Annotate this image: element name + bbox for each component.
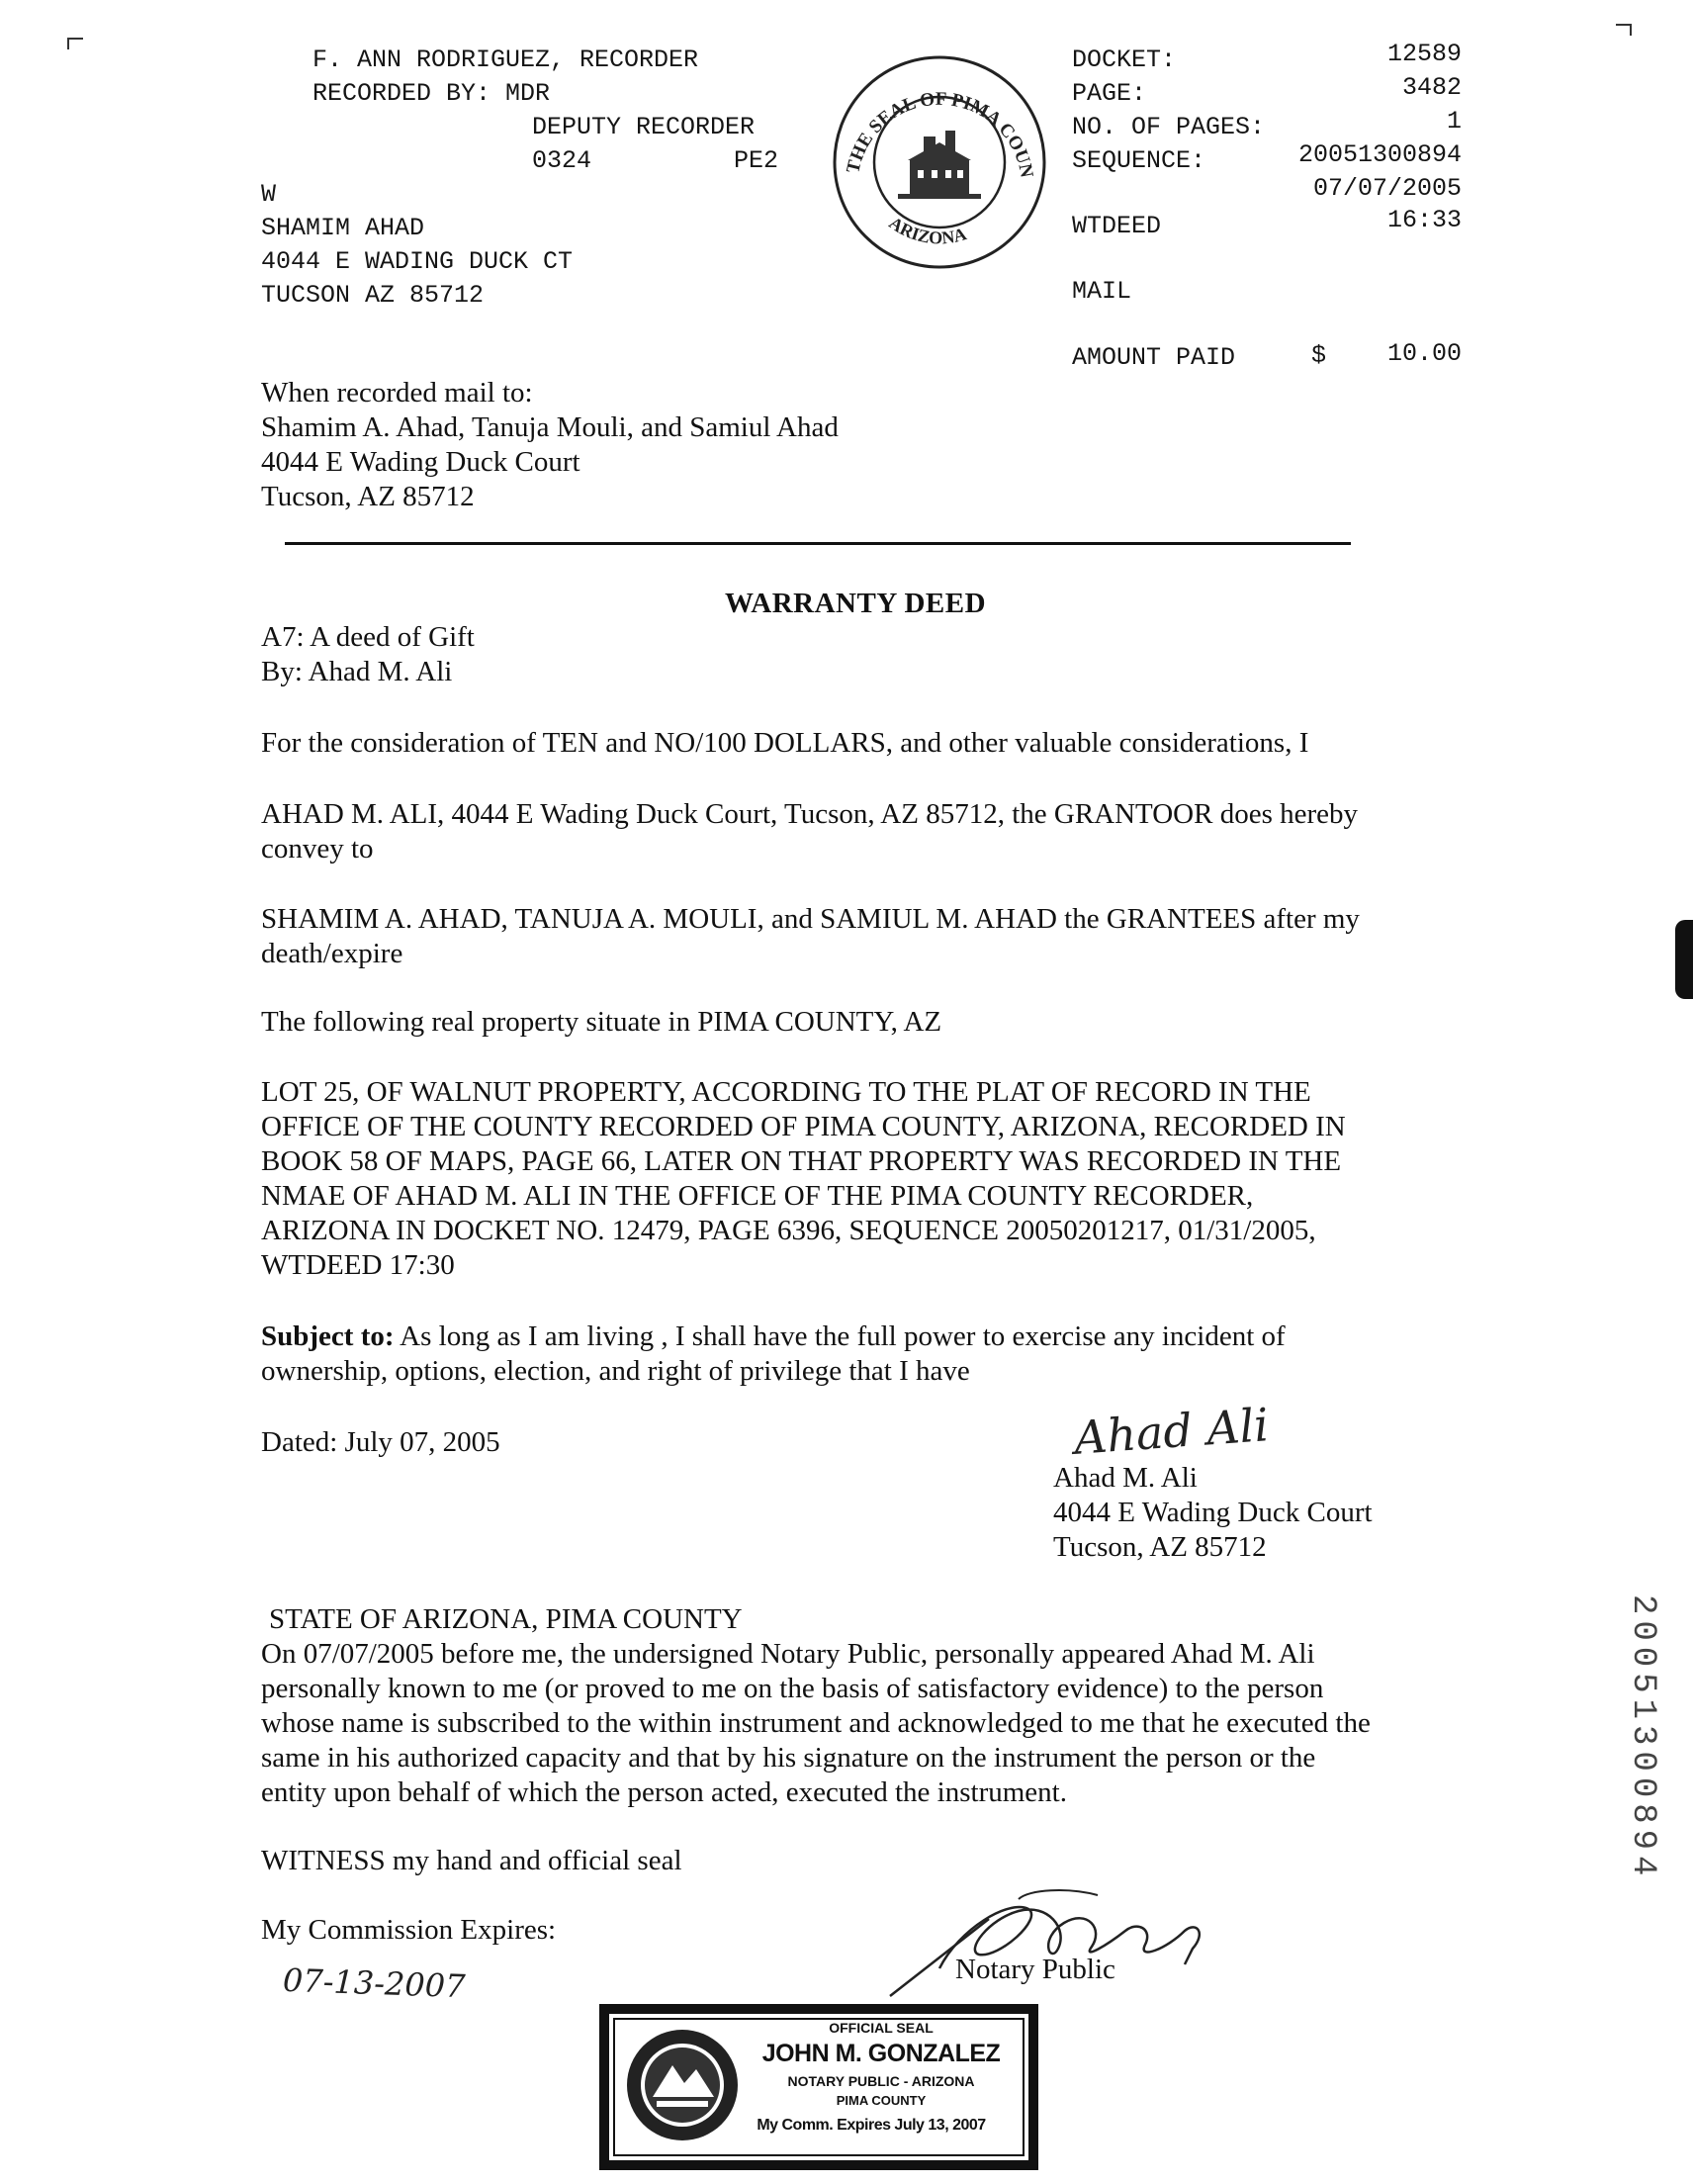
- notary-line: entity upon behalf of which the person acted, executed the instrument.: [261, 1776, 1067, 1808]
- grantor-street: 4044 E Wading Duck Court: [1053, 1497, 1373, 1528]
- mail-label: MAIL: [1072, 277, 1132, 306]
- deed-type-code: WTDEED: [1072, 212, 1162, 240]
- deed-title: WARRANTY DEED: [724, 588, 987, 619]
- commission-label: My Commission Expires:: [261, 1914, 557, 1946]
- legal-description: [261, 1075, 1346, 1283]
- grantor-city: Tucson, AZ 85712: [1053, 1531, 1267, 1563]
- svg-text:ARIZONA: [886, 213, 969, 248]
- notary-acknowledgment: [261, 1637, 1371, 1810]
- legal-line: WTDEED 17:30: [261, 1249, 455, 1281]
- deed-type-block: [261, 620, 475, 689]
- seal-county: PIMA COUNTY: [836, 2093, 927, 2108]
- page-value: 3482: [1401, 73, 1462, 102]
- docket-label: DOCKET:: [1072, 46, 1177, 74]
- deed-type-line: A7: A deed of Gift: [261, 621, 475, 653]
- grantor-signature: Ahad Ali: [1072, 1398, 1271, 1465]
- pages-value: 1: [1446, 107, 1462, 136]
- property-intro: The following real property situate in PIMA COUNTY, AZ: [261, 1006, 942, 1038]
- mail-to-names: Shamim A. Ahad, Tanuja Mouli, and Samiul Ahad: [261, 411, 839, 443]
- legal-line: NMAE OF AHAD M. ALI IN THE OFFICE OF THE PIMA COUNTY RECORDER,: [261, 1180, 1254, 1212]
- commission-date-handwritten: 07-13-2007: [282, 1960, 467, 2006]
- witness-line: WITNESS my hand and official seal: [261, 1845, 682, 1876]
- seal-text-top: THE SEAL OF PIMA COUN: [843, 88, 1037, 180]
- corner-mark-left: [67, 38, 83, 49]
- pages-label: NO. OF PAGES:: [1072, 113, 1266, 141]
- grantor-signature-block: [1053, 1461, 1373, 1565]
- legal-line: OFFICE OF THE COUNTY RECORDED OF PIMA COUNTY, ARIZONA, RECORDED IN: [261, 1111, 1346, 1142]
- subject-to-label: Subject to:: [261, 1320, 395, 1352]
- amount-value: 10.00: [1386, 339, 1462, 368]
- seal-text-bottom: ARIZONA: [885, 212, 969, 248]
- header-divider: [285, 542, 1351, 545]
- subject-to-paragraph: [261, 1320, 1286, 1389]
- addressee-city: TUCSON AZ 85712: [261, 281, 485, 310]
- grantor-line-2: convey to: [261, 833, 374, 864]
- recorded-time: 16:33: [1386, 206, 1462, 234]
- notary-line: personally known to me (or proved to me on the basis of satisfactory evidence) to the person: [261, 1673, 1324, 1704]
- legal-line: BOOK 58 OF MAPS, PAGE 66, LATER ON THAT PROPERTY WAS RECORDED IN THE: [261, 1145, 1342, 1177]
- corner-mark-right: [1616, 24, 1632, 36]
- consideration-paragraph: For the consideration of TEN and NO/100 DOLLARS, and other valuable considerations, I: [261, 727, 1309, 759]
- binding-mark: [1675, 920, 1693, 999]
- addressee-street: 4044 E WADING DUCK CT: [261, 247, 574, 276]
- deed-by-line: By: Ahad M. Ali: [261, 656, 453, 687]
- notary-line: whose name is subscribed to the within instrument and acknowledged to me that he executed the: [261, 1707, 1371, 1739]
- notary-signature: [870, 1869, 1246, 2008]
- grantor-paragraph: [261, 797, 1358, 866]
- county-seal: [829, 51, 1050, 273]
- subject-to-line-2: ownership, options, election, and right of privilege that I have: [261, 1355, 970, 1387]
- recorder-code-left: 0324: [532, 146, 592, 175]
- recorded-by: RECORDED BY: MDR: [312, 79, 551, 108]
- county-seal-emblem: [829, 51, 1050, 273]
- grantees-line-1: SHAMIM A. AHAD, TANUJA A. MOULI, and SAMIUL M. AHAD the GRANTEES after my: [261, 903, 1360, 935]
- seal-notary-title: NOTARY PUBLIC - ARIZONA: [787, 2073, 975, 2089]
- legal-line: LOT 25, OF WALNUT PROPERTY, ACCORDING TO THE PLAT OF RECORD IN THE: [261, 1076, 1311, 1108]
- legal-line: ARIZONA IN DOCKET NO. 12479, PAGE 6396, SEQUENCE 20050201217, 01/31/2005,: [261, 1215, 1316, 1246]
- subject-to-line-1: As long as I am living , I shall have the full power to exercise any incident of: [394, 1320, 1286, 1352]
- seal-expiration: My Comm. Expires July 13, 2007: [757, 2117, 986, 2134]
- sequence-value: 20051300894: [1297, 140, 1462, 169]
- sequence-label: SEQUENCE:: [1072, 146, 1206, 175]
- notary-line: On 07/07/2005 before me, the undersigned Notary Public, personally appeared Ahad M. Ali: [261, 1638, 1315, 1670]
- seal-notary-name: JOHN M. GONZALEZ: [761, 2040, 1001, 2067]
- addressee-name: SHAMIM AHAD: [261, 214, 425, 242]
- recorder-flag: W: [261, 180, 277, 209]
- deputy-recorder: DEPUTY RECORDER: [532, 113, 756, 141]
- recorded-date: 07/07/2005: [1312, 174, 1462, 203]
- dated-line: Dated: July 07, 2005: [261, 1426, 500, 1458]
- currency-symbol: $: [1311, 341, 1327, 370]
- amount-label: AMOUNT PAID: [1072, 343, 1236, 372]
- margin-sequence-stamp: 20051300894: [1624, 1594, 1661, 1882]
- recorder-code-right: PE2: [734, 146, 779, 175]
- grantees-line-2: death/expire: [261, 938, 403, 969]
- docket-value: 12589: [1386, 40, 1462, 68]
- recorder-name: F. ANN RODRIGUEZ, RECORDER: [312, 46, 699, 74]
- page-label: PAGE:: [1072, 79, 1147, 108]
- state-seal-icon: [623, 2026, 742, 2144]
- notary-line: same in his authorized capacity and that by his signature on the instrument the person or the: [261, 1742, 1316, 1774]
- seal-heading: OFFICIAL SEAL: [829, 2020, 934, 2036]
- grantor-line-1: AHAD M. ALI, 4044 E Wading Duck Court, Tucson, AZ 85712, the GRANTOOR does hereby: [261, 798, 1359, 830]
- notary-public-label: Notary Public: [955, 1954, 1115, 1985]
- official-notary-seal: [599, 2004, 1038, 2170]
- mail-to-street: 4044 E Wading Duck Court: [261, 446, 580, 478]
- mail-to-block: [261, 376, 839, 514]
- grantor-name: Ahad M. Ali: [1053, 1462, 1198, 1494]
- grantees-paragraph: [261, 902, 1360, 971]
- mail-to-city: Tucson, AZ 85712: [261, 481, 475, 512]
- notary-state: STATE OF ARIZONA, PIMA COUNTY: [269, 1603, 743, 1635]
- mail-to-heading: When recorded mail to:: [261, 377, 533, 409]
